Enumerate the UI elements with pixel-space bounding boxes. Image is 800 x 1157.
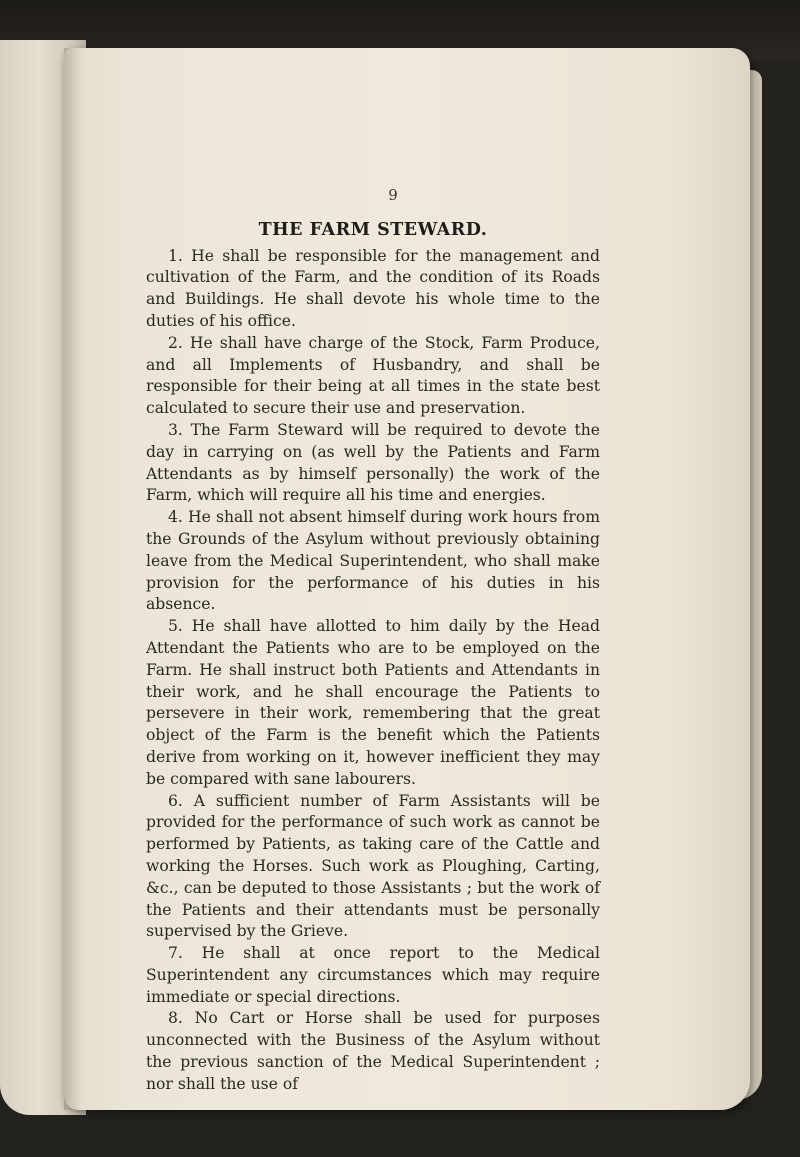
paragraph-3: 3. The Farm Steward will be required to devote the day in carrying on (as well by the Patients and Farm Attendants as by himself personally) the work of the Farm, which will require all his time and energies.: [146, 420, 600, 505]
page-gutter-shadow: [64, 48, 82, 1110]
paragraph-7: 7. He shall at once report to the Medical Superintendent any circumstances which may require immediate or special directions.: [146, 944, 600, 1006]
paragraph-4: 4. He shall not absent himself during work hours from the Grounds of the Asylum without previously obtaining leave from the Medical Superintendent, who shall make provision for the performance of his duties in his absence.: [146, 508, 600, 614]
section-heading: THE FARM STEWARD.: [258, 219, 488, 240]
page-number: 9: [388, 186, 398, 204]
page-text: [146, 185, 600, 1096]
paragraph-1: 1. He shall be responsible for the management and cultivation of the Farm, and the condition of its Roads and Buildings. He shall devote his whole time to the duties of his office.: [146, 246, 600, 330]
paragraph-6: 6. A sufficient number of Farm Assistants will be provided for the performance of such work as cannot be performed by Patients, as taking care of the Cattle and working the Horses. Such work as Ploughing, Carting, &c., can be deputed to those Assistants ; but the work of the Patients and their attendants must be personally supervised by the Grieve.: [146, 791, 600, 941]
paragraph-2: 2. He shall have charge of the Stock, Farm Produce, and all Implements of Husbandry, and shall be responsible for their being at all times in the state best calculated to secure their use and preservation.: [146, 333, 600, 418]
paragraph-8: 8. No Cart or Horse shall be used for purposes unconnected with the Business of the Asylum without the previous sanction of the Medical Superintendent ; nor shall the use of: [146, 1009, 600, 1093]
paragraph-5: 5. He shall have allotted to him daily by the Head Attendant the Patients who are to be employed on the Farm. He shall instruct both Patients and Attendants in their work, and he shall encourage the Patients to persevere in their work, remembering that the great object of the Farm is the benefit which the Patients derive from working on it, however inefficient they may be compared with sane labourers.: [146, 617, 600, 788]
